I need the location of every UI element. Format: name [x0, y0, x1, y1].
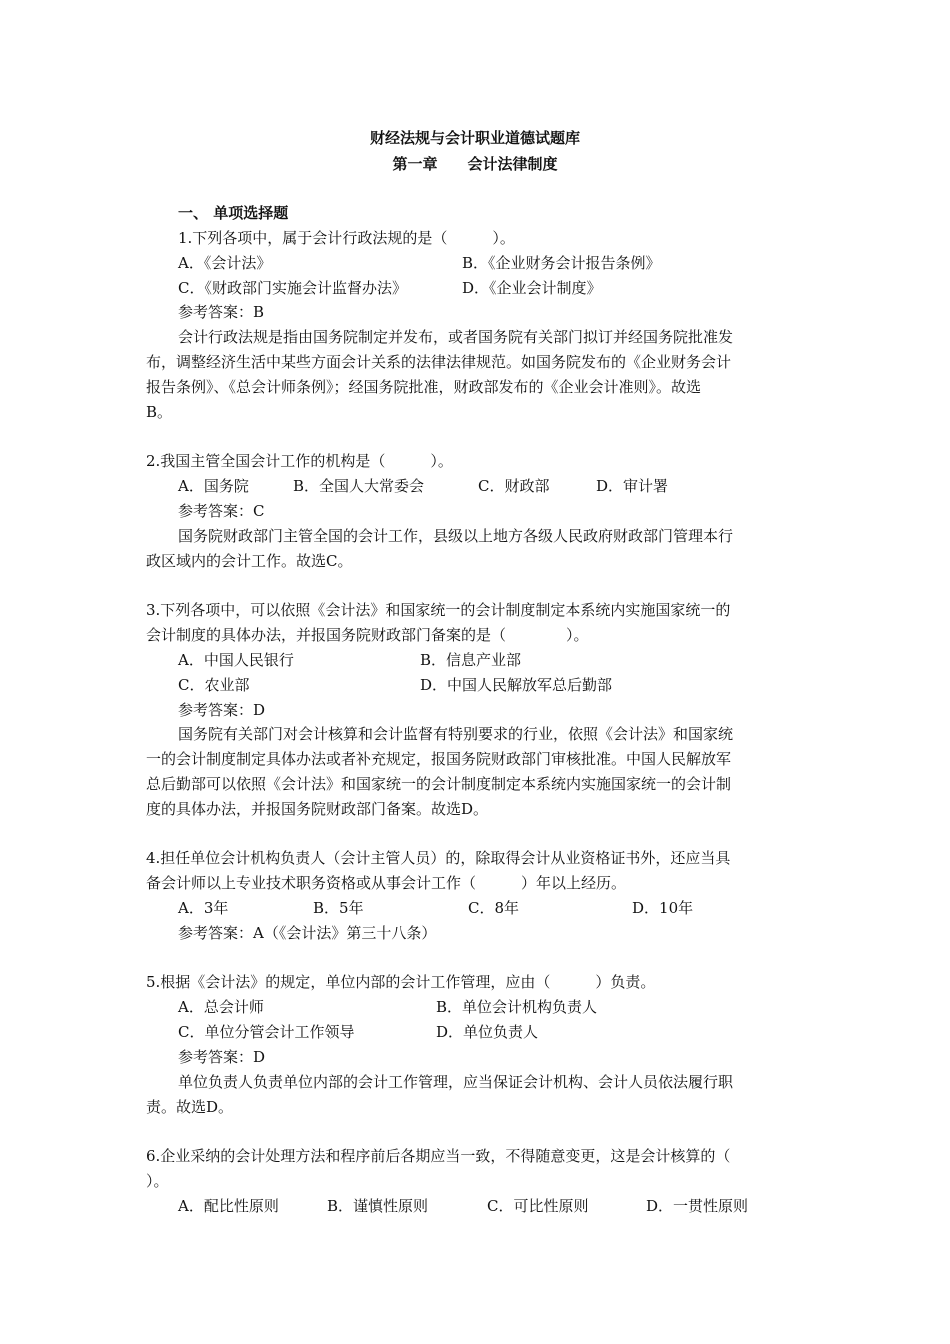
q1-explanation-line: 报告条例》、《总会计师条例》；经国务院批准，财政部发布的《企业会计准则》。故选 — [146, 378, 702, 396]
q5-explanation-line: 责。故选D。 — [146, 1098, 234, 1116]
q4-answer: 参考答案：A（《会计法》第三十八条） — [178, 924, 437, 942]
q3-stem: 会计制度的具体办法，并报国务院财政部门备案的是（ ）。 — [146, 626, 589, 644]
q3-option-c: C．农业部 — [178, 676, 250, 694]
q1-option-b: B．《企业财务会计报告条例》 — [462, 254, 661, 272]
q4-option-b: B．5年 — [313, 899, 364, 917]
q5-stem: 5.根据《会计法》的规定，单位内部的会计工作管理，应由（ ）负责。 — [146, 973, 656, 991]
q6-option-d: D．一贯性原则 — [646, 1197, 749, 1215]
q2-option-c: C．财政部 — [478, 477, 550, 495]
q6-stem: 6.企业采纳的会计处理方法和程序前后各期应当一致，不得随意变更，这是会计核算的（ — [146, 1147, 731, 1165]
section-heading: 一、 单项选择题 — [178, 204, 289, 222]
q2-explanation-line: 政区域内的会计工作。故选C。 — [146, 552, 353, 570]
chapter-name: 会计法律制度 — [467, 155, 558, 173]
q2-option-b: B．全国人大常委会 — [293, 477, 425, 495]
q6-option-a: A．配比性原则 — [178, 1197, 279, 1215]
q5-option-d: D．单位负责人 — [436, 1023, 539, 1041]
q1-explanation-line: 会计行政法规是指由国务院制定并发布，或者国务院有关部门拟订并经国务院批准发 — [178, 328, 734, 346]
q1-stem: 1.下列各项中，属于会计行政法规的是（ ）。 — [178, 229, 515, 247]
chapter-number: 第一章 — [392, 155, 438, 173]
q6-option-b: B．谨慎性原则 — [327, 1197, 429, 1215]
q6-option-c: C．可比性原则 — [487, 1197, 589, 1215]
q1-explanation-line: B。 — [146, 403, 173, 421]
q3-option-d: D．中国人民解放军总后勤部 — [420, 676, 613, 694]
q3-explanation-line: 度的具体办法，并报国务院财政部门备案。故选D。 — [146, 800, 489, 818]
q1-option-a: A．《会计法》 — [178, 254, 272, 272]
q5-option-b: B．单位会计机构负责人 — [436, 998, 598, 1016]
q4-option-d: D．10年 — [632, 899, 694, 917]
q4-stem: 备会计师以上专业技术职务资格或从事会计工作（ ）年以上经历。 — [146, 874, 627, 892]
q5-option-c: C．单位分管会计工作领导 — [178, 1023, 355, 1041]
q5-option-a: A．总会计师 — [178, 998, 264, 1016]
q3-explanation-line: 总后勤部可以依照《会计法》和国家统一的会计制度制定本系统内实施国家统一的会计制 — [146, 775, 732, 793]
chapter-title — [0, 153, 950, 174]
q6-stem: ）。 — [146, 1172, 169, 1190]
q4-option-c: C．8年 — [468, 899, 520, 917]
document-title: 财经法规与会计职业道德试题库 — [369, 129, 580, 147]
q1-option-c: C．《财政部门实施会计监督办法》 — [178, 279, 407, 297]
q3-explanation-line: 一的会计制度制定具体办法或者补充规定，报国务院财政部门审核批准。中国人民解放军 — [146, 750, 732, 768]
q1-option-d: D．《企业会计制度》 — [462, 279, 602, 297]
q5-answer: 参考答案：D — [178, 1048, 266, 1066]
q1-answer: 参考答案：B — [178, 303, 265, 321]
q1-explanation-line: 布，调整经济生活中某些方面会计关系的法律法律规范。如国务院发布的《企业财务会计 — [146, 353, 732, 371]
q3-option-b: B．信息产业部 — [420, 651, 522, 669]
q4-stem: 4.担任单位会计机构负责人（会计主管人员）的，除取得会计从业资格证书外，还应当具 — [146, 849, 731, 867]
q3-stem: 3.下列各项中，可以依照《会计法》和国家统一的会计制度制定本系统内实施国家统一的 — [146, 601, 731, 619]
q3-option-a: A．中国人民银行 — [178, 651, 294, 669]
q2-explanation-line: 国务院财政部门主管全国的会计工作，县级以上地方各级人民政府财政部门管理本行 — [178, 527, 734, 545]
q5-explanation-line: 单位负责人负责单位内部的会计工作管理，应当保证会计机构、会计人员依法履行职 — [178, 1073, 734, 1091]
q4-option-a: A．3年 — [178, 899, 229, 917]
q2-option-d: D．审计署 — [596, 477, 669, 495]
q2-stem: 2.我国主管全国会计工作的机构是（ ）。 — [146, 452, 453, 470]
q2-answer: 参考答案：C — [178, 502, 265, 520]
q3-answer: 参考答案：D — [178, 701, 266, 719]
q2-option-a: A．国务院 — [178, 477, 249, 495]
q3-explanation-line: 国务院有关部门对会计核算和会计监督有特别要求的行业，依照《会计法》和国家统 — [178, 725, 734, 743]
